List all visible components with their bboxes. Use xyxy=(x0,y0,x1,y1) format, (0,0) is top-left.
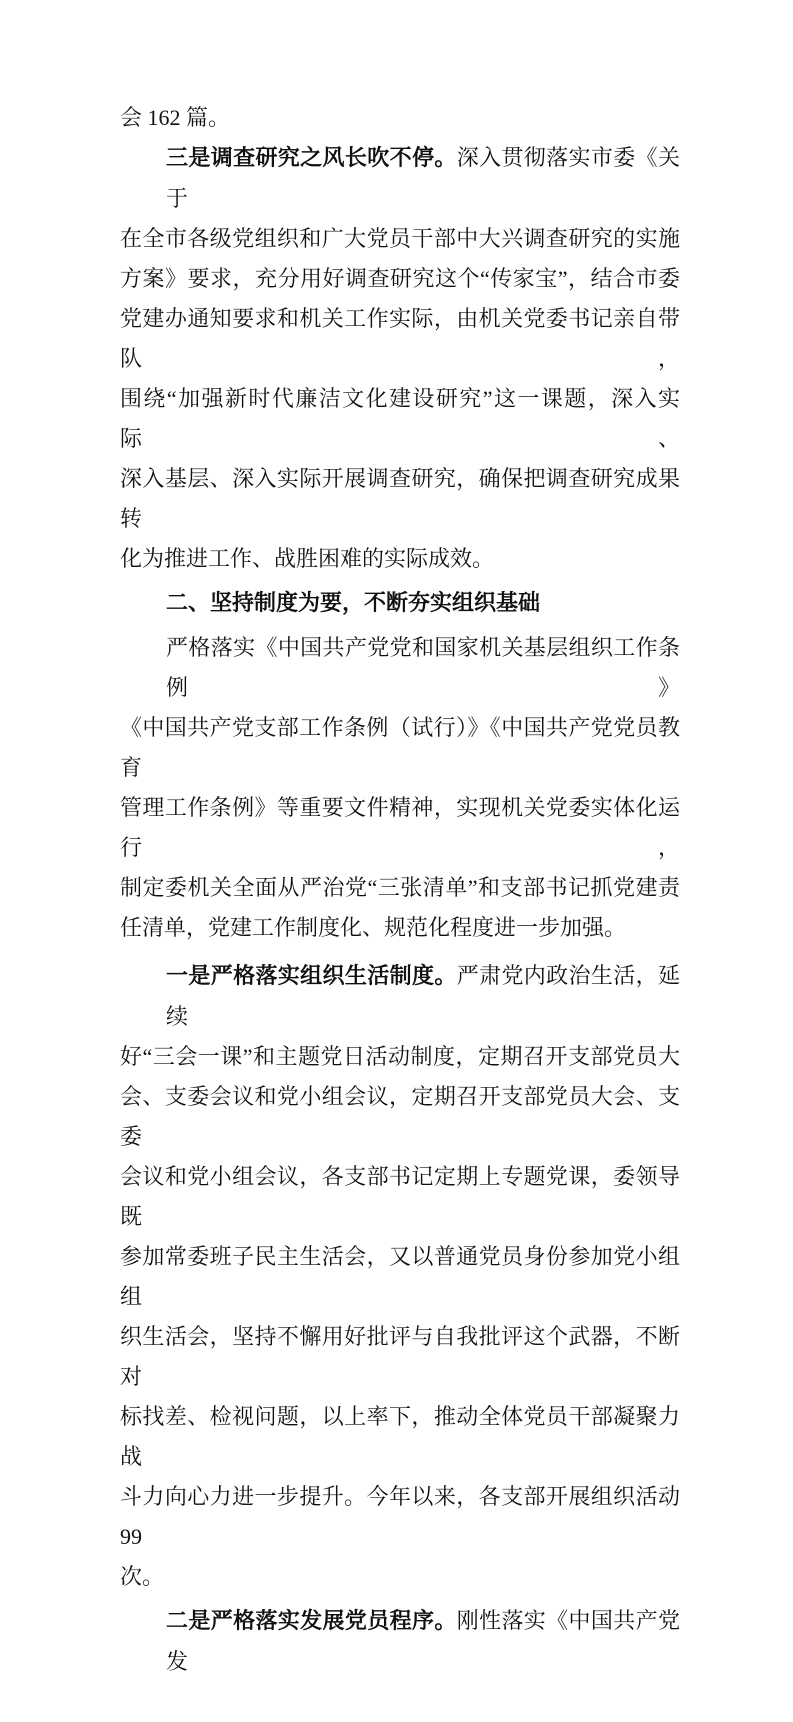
text-line xyxy=(120,1237,680,1317)
line-text: 化为推进工作、战胜困难的实际成效。 xyxy=(120,546,495,571)
line-text: 织生活会，坚持不懈用好批评与自我批评这个武器，不断对 xyxy=(120,1324,680,1389)
line-text: 斗力向心力进一步提升。今年以来，各支部开展组织活动 99 xyxy=(120,1484,680,1549)
paragraph-start xyxy=(120,1601,680,1682)
line-text: 严格落实《中国共产党党和国家机关基层组织工作条例》 xyxy=(166,635,680,700)
line-text: 管理工作条例》等重要文件精神，实现机关党委实体化运行， xyxy=(120,795,680,860)
text-line xyxy=(120,1477,680,1557)
line-text: 党建办通知要求和机关工作实际，由机关党委书记亲自带队， xyxy=(120,306,680,371)
text-line xyxy=(120,1077,680,1157)
line-text: 参加常委班子民主生活会，又以普通党员身份参加党小组组 xyxy=(120,1244,680,1309)
text-line xyxy=(120,539,680,579)
line-text: 会、支委会议和党小组会议，定期召开支部党员大会、支委 xyxy=(120,1084,680,1149)
text-line xyxy=(120,379,680,459)
bold-lead: 一是严格落实组织生活制度。 xyxy=(166,964,457,989)
text-line xyxy=(120,1157,680,1237)
line-text: 制定委机关全面从严治党“三张清单”和支部书记抓党建责 xyxy=(120,875,680,900)
line-text: 严肃党内政治生活，延续 xyxy=(166,963,680,1029)
line-text: 方案》要求，充分用好调查研究这个“传家宝”，结合市委 xyxy=(120,266,680,291)
text-line xyxy=(120,788,680,868)
paragraph-start xyxy=(120,628,680,708)
paragraph-start xyxy=(120,138,680,219)
text-line xyxy=(120,219,680,259)
text-line xyxy=(120,1037,680,1077)
paragraph-start xyxy=(120,956,680,1037)
section-heading xyxy=(120,583,680,624)
line-text: 任清单，党建工作制度化、规范化程度进一步加强。 xyxy=(120,915,627,940)
line-text: 好“三会一课”和主题党日活动制度，定期召开支部党员大 xyxy=(120,1044,680,1069)
bold-lead: 二是严格落实发展党员程序。 xyxy=(166,1609,457,1634)
line-text: 《中国共产党支部工作条例（试行）》《中国共产党党员教育 xyxy=(120,715,680,780)
line-text: 在全市各级党组织和广大党员干部中大兴调查研究的实施 xyxy=(120,226,680,251)
text-line xyxy=(120,299,680,379)
line-text: 围绕“加强新时代廉洁文化建设研究”这一课题，深入实际、 xyxy=(120,386,680,451)
text-line xyxy=(120,1557,680,1597)
text-line xyxy=(120,1397,680,1477)
line-text: 深入贯彻落实市委《关于 xyxy=(166,145,680,211)
text-line xyxy=(120,708,680,788)
line-text: 标找差、检视问题，以上率下，推动全体党员干部凝聚力战 xyxy=(120,1404,680,1469)
line-text: 会议和党小组会议，各支部书记定期上专题党课，委领导既 xyxy=(120,1164,680,1229)
text-line xyxy=(120,868,680,908)
bold-lead: 三是调查研究之风长吹不停。 xyxy=(166,146,457,171)
text-line xyxy=(120,1317,680,1397)
text-line xyxy=(120,908,680,948)
line-text: 刚性落实《中国共产党发 xyxy=(166,1608,680,1674)
line-text: 深入基层、深入实际开展调查研究，确保把调查研究成果转 xyxy=(120,466,680,531)
heading-text: 二、坚持制度为要，不断夯实组织基础 xyxy=(166,591,541,616)
line-text: 会 162 篇。 xyxy=(120,105,231,130)
text-line xyxy=(120,98,680,138)
text-line xyxy=(120,259,680,299)
line-text: 次。 xyxy=(120,1564,165,1589)
text-line xyxy=(120,459,680,539)
